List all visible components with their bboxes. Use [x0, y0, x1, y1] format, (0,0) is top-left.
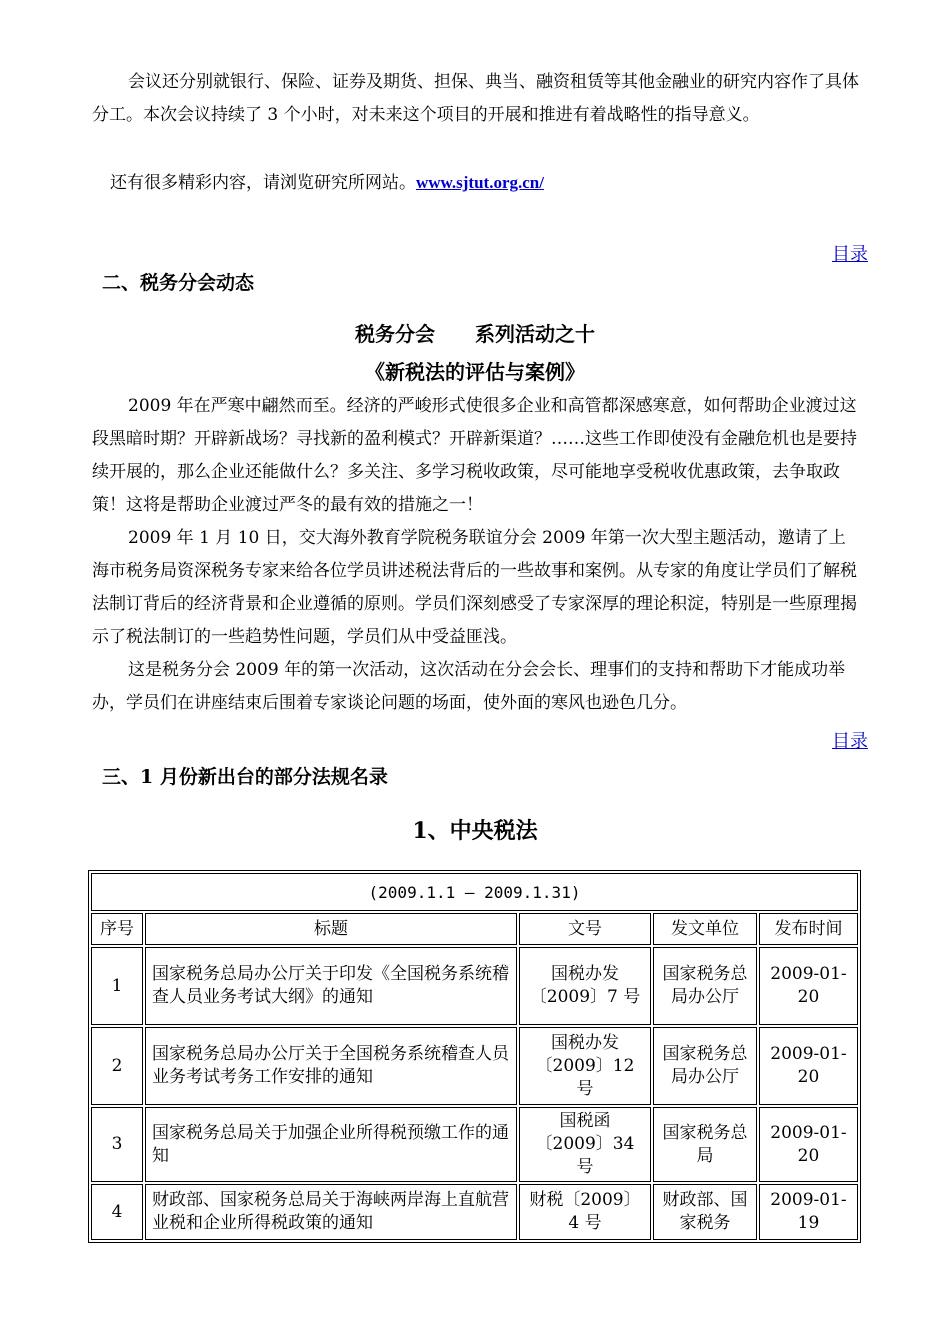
- row-date: 2009-01-20: [759, 1107, 858, 1182]
- row-doc-no: 财税〔2009〕4 号: [519, 1184, 651, 1240]
- row-doc-no: 国税办发〔2009〕7 号: [519, 947, 651, 1025]
- row-no: 2: [91, 1027, 143, 1105]
- row-title: 国家税务总局办公厅关于全国税务系统稽查人员业务考试考务工作安排的通知: [145, 1027, 517, 1105]
- table-header-no: 序号: [91, 913, 143, 945]
- table-header-title: 标题: [145, 913, 517, 945]
- row-title: 财政部、国家税务总局关于海峡两岸海上直航营业税和企业所得税政策的通知: [145, 1184, 517, 1240]
- subsection-heading: 1、中央税法: [412, 818, 538, 844]
- row-title: 国家税务总局关于加强企业所得税预缴工作的通知: [145, 1107, 517, 1182]
- row-title: 国家税务总局办公厅关于印发《全国税务系统稽查人员业务考试大纲》的通知: [145, 947, 517, 1025]
- row-no: 3: [91, 1107, 143, 1182]
- row-date: 2009-01-20: [759, 1027, 858, 1105]
- event-paragraph-1: 2009 年在严寒中翩然而至。经济的严峻形式使很多企业和高管都深感寒意，如何帮助企业渡过这段黑暗时期？开辟新战场？寻找新的盈利模式？开辟新渠道？……这些工作即使没有金融危机也是要持续开展的，那么企业还能做什么？多关注、多学习税收政策，尽可能地享受税收优惠政策，去争取政策！这将是帮助企业渡过严冬的最有效的措施之一！: [92, 396, 857, 515]
- event-paragraph-2: 2009 年 1 月 10 日，交大海外教育学院税务联谊分会 2009 年第一次大型主题活动，邀请了上海市税务局资深税务专家来给各位学员讲述税法背后的一些故事和案例。从专家的角度让学员们了解税法制订背后的经济背景和企业遵循的原则。学员们深刻感受了专家深厚的理论积淀，特别是一些原理揭示了税法制订的一些趋势性问题，学员们从中受益匪浅。: [92, 528, 857, 647]
- row-date: 2009-01-20: [759, 947, 858, 1025]
- table-row: [91, 947, 858, 1025]
- table-date-range: (2009.1.1 — 2009.1.31): [91, 873, 858, 911]
- row-no: 4: [91, 1184, 143, 1240]
- table-row: [91, 1107, 858, 1182]
- event-subtitle: 《新税法的评估与案例》: [365, 360, 585, 384]
- toc-link[interactable]: 目录: [832, 244, 868, 265]
- row-issuer: 财政部、国家税务: [653, 1184, 757, 1240]
- event-title: 税务分会 系列活动之十: [355, 322, 595, 346]
- row-issuer: 国家税务总局: [653, 1107, 757, 1182]
- table-header-issuer: 发文单位: [653, 913, 757, 945]
- table-row: [91, 1184, 858, 1240]
- row-issuer: 国家税务总局办公厅: [653, 1027, 757, 1105]
- table-row: [91, 1027, 858, 1105]
- section2-heading: 二、税务分会动态: [102, 272, 255, 294]
- table-header-doc-no: 文号: [519, 913, 651, 945]
- intro-paragraph: 会议还分别就银行、保险、证券及期货、担保、典当、融资租赁等其他金融业的研究内容作了具体分工。本次会议持续了 3 个小时，对未来这个项目的开展和推进有着战略性的指导意义。: [92, 72, 859, 125]
- row-doc-no: 国税函〔2009〕34 号: [519, 1107, 651, 1182]
- section3-heading: 三、1 月份新出台的部分法规名录: [102, 766, 388, 788]
- regulations-table: [88, 870, 861, 1243]
- website-link[interactable]: www.sjtut.org.cn/: [416, 173, 544, 192]
- website-prompt: 还有很多精彩内容，请浏览研究所网站。: [110, 173, 416, 193]
- row-date: 2009-01-19: [759, 1184, 858, 1240]
- event-paragraph-3: 这是税务分会 2009 年的第一次活动，这次活动在分会会长、理事们的支持和帮助下才能成功举办，学员们在讲座结束后围着专家谈论问题的场面，使外面的寒风也逊色几分。: [92, 660, 846, 713]
- website-paragraph: [110, 166, 880, 200]
- row-no: 1: [91, 947, 143, 1025]
- toc-link[interactable]: 目录: [832, 731, 868, 752]
- row-issuer: 国家税务总局办公厅: [653, 947, 757, 1025]
- row-doc-no: 国税办发〔2009〕12 号: [519, 1027, 651, 1105]
- table-header-date: 发布时间: [759, 913, 858, 945]
